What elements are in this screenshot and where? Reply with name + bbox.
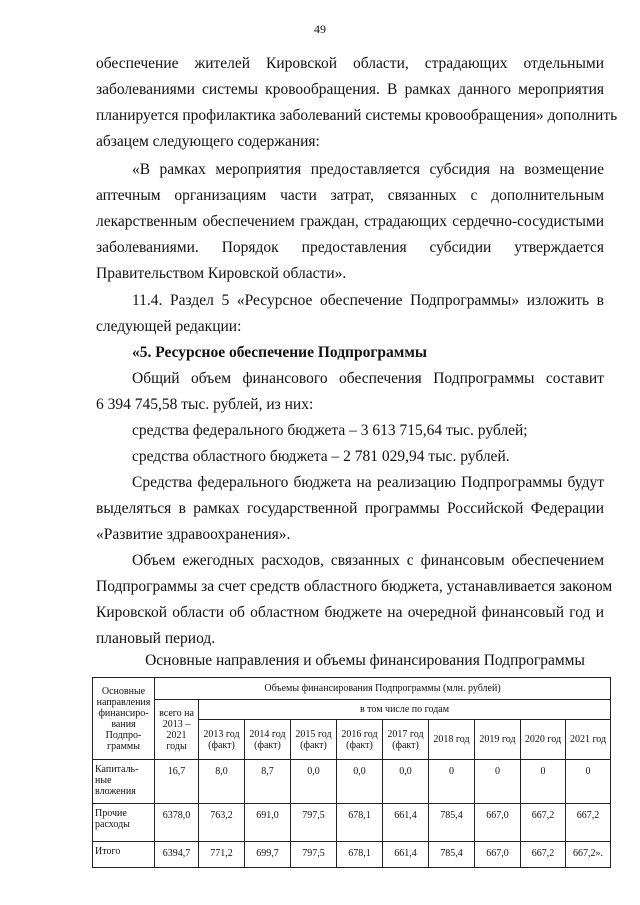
table-cell: 797,5 [291, 842, 337, 868]
table-cell: 667,0 [475, 804, 521, 842]
paragraph-line: заболеваниями. Порядок предоставления субсидии утверждается [96, 239, 604, 256]
table-cell: 0,0 [383, 760, 429, 804]
paragraph-line: Подпрограммы за счет средств областного бюджета, устанавливается законом [96, 578, 613, 595]
table-cell: 699,7 [245, 842, 291, 868]
table-header-by-year: в том числе по годам [199, 700, 611, 720]
table-cell: 785,4 [429, 804, 475, 842]
table-row-total [93, 842, 611, 868]
financing-table [92, 677, 611, 868]
table-cell: 8,0 [199, 760, 245, 804]
table-header-directions: Основные направления финансиро-вания Подпро-граммы [93, 678, 155, 760]
table-cell: 691,0 [245, 804, 291, 842]
row-total: 6378,0 [155, 804, 199, 842]
table-header-total: всего на 2013 – 2021 годы [155, 700, 199, 760]
table-cell: 0 [521, 760, 566, 804]
row-label: Капиталь-ные вложения [93, 760, 155, 804]
paragraph-line: Общий объем финансового обеспечения Подпрограммы составит [132, 370, 604, 387]
table-cell: 0,0 [337, 760, 383, 804]
paragraph-line: планируется профилактика заболеваний системы кровообращения» дополнить [96, 107, 618, 124]
table-cell: 667,2 [521, 842, 566, 868]
row-total: 6394,7 [155, 842, 199, 868]
year-header: 2021 год [566, 720, 611, 760]
table-header-volumes: Объемы финансирования Подпрограммы (млн. рублей) [155, 678, 611, 700]
paragraph-line: средства областного бюджета – 2 781 029,94 тыс. рублей. [132, 448, 510, 465]
table-cell: 667,2». [566, 842, 611, 868]
paragraph-line: заболеваниями системы кровообращения. В рамках данного мероприятия [96, 81, 604, 98]
paragraph-line: 6 394 745,58 тыс. рублей, из них: [96, 396, 314, 413]
table-cell: 797,5 [291, 804, 337, 842]
table-cell: 8,7 [245, 760, 291, 804]
paragraph-line: аптечным организациям части затрат, связанных с дополнительным [96, 187, 604, 204]
paragraph-line: средства федерального бюджета – 3 613 715,64 тыс. рублей; [132, 422, 528, 439]
table-cell: 667,2 [566, 804, 611, 842]
table-cell: 763,2 [199, 804, 245, 842]
year-header: 2017 год (факт) [383, 720, 429, 760]
paragraph-line: 11.4. Раздел 5 «Ресурсное обеспечение Подпрограммы» изложить в [132, 292, 604, 309]
paragraph-line: плановый период. [96, 630, 216, 647]
table-cell: 667,0 [475, 842, 521, 868]
table-cell: 785,4 [429, 842, 475, 868]
year-header: 2016 год (факт) [337, 720, 383, 760]
page-number: 49 [314, 22, 326, 36]
paragraph-line: Правительством Кировской области». [96, 265, 347, 282]
paragraph-line: «В рамках мероприятия предоставляется субсидия на возмещение [132, 161, 604, 178]
year-header: 2020 год [521, 720, 566, 760]
year-header: 2015 год (факт) [291, 720, 337, 760]
year-header: 2018 год [429, 720, 475, 760]
table-cell: 678,1 [337, 842, 383, 868]
year-header: 2019 год [475, 720, 521, 760]
paragraph-line: обеспечение жителей Кировской области, страдающих отдельными [96, 55, 604, 72]
table-title: Основные направления и объемы финансирования Подпрограммы [145, 652, 585, 669]
paragraph-line: абзацем следующего содержания: [96, 133, 320, 150]
table-cell: 661,4 [383, 842, 429, 868]
paragraph-line: следующей редакции: [96, 318, 242, 335]
section-heading: «5. Ресурсное обеспечение Подпрограммы [132, 344, 427, 361]
table-cell: 0 [566, 760, 611, 804]
year-header: 2013 год (факт) [199, 720, 245, 760]
table-row [93, 804, 611, 842]
paragraph-line: выделяться в рамках государственной программы Российской Федерации [96, 500, 604, 517]
paragraph-line: «Развитие здравоохранения». [96, 526, 291, 543]
row-label: Итого [93, 842, 155, 868]
row-total: 16,7 [155, 760, 199, 804]
paragraph-line: Объем ежегодных расходов, связанных с финансовым обеспечением [132, 552, 604, 569]
table-cell: 661,4 [383, 804, 429, 842]
table-cell: 0 [429, 760, 475, 804]
table-cell: 0 [475, 760, 521, 804]
table-cell: 771,2 [199, 842, 245, 868]
table-row [93, 760, 611, 804]
year-header: 2014 год (факт) [245, 720, 291, 760]
row-label: Прочие расходы [93, 804, 155, 842]
paragraph-line: Кировской области об областном бюджете на очередной финансовый год и [96, 604, 604, 621]
paragraph-line: Средства федерального бюджета на реализацию Подпрограммы будут [132, 474, 604, 491]
table-cell: 667,2 [521, 804, 566, 842]
paragraph-line: лекарственным обеспечением граждан, страдающих сердечно-сосудистыми [96, 213, 604, 230]
table-cell: 0,0 [291, 760, 337, 804]
table-cell: 678,1 [337, 804, 383, 842]
